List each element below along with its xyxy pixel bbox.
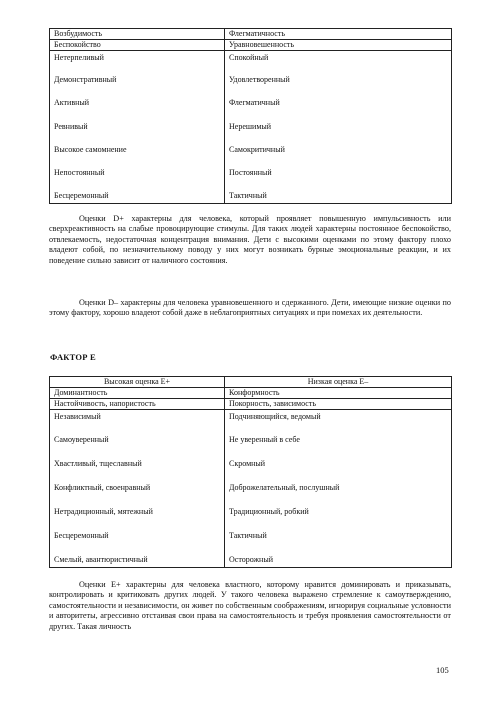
table-cell: Конформность: [225, 388, 452, 399]
table-cell: Уравновешенность: [225, 40, 452, 51]
list-item: Доброжелательный, послушный: [229, 483, 340, 492]
table-cell: Покорность, зависимость: [225, 399, 452, 410]
factor-d-table: [49, 28, 452, 204]
table-row: [50, 29, 452, 40]
table-row: [50, 40, 452, 51]
table-row: [50, 410, 452, 568]
table-cell: Доминантность: [50, 388, 225, 399]
list-item: Хвастливый, тщеславный: [54, 459, 142, 468]
list-item: Бесцеремонный: [54, 191, 109, 200]
table-row: [50, 388, 452, 399]
list-item: Конфликтный, своенравный: [54, 483, 151, 492]
factor-e-table: [49, 376, 452, 568]
list-item: Тактичный: [229, 531, 267, 540]
list-item: Тактичный: [229, 191, 267, 200]
list-item: Скромный: [229, 459, 266, 468]
list-item: Самоуверенный: [54, 435, 109, 444]
list-item: Непостоянный: [54, 168, 105, 177]
list-item: Нерешимый: [229, 122, 272, 131]
list-item: Постоянный: [229, 168, 272, 177]
list-item: Традиционный, робкий: [229, 507, 309, 516]
list-item: Удовлетворенный: [229, 75, 290, 84]
page-number: 105: [436, 665, 449, 675]
table-cell-traits-high: [50, 51, 225, 204]
table-cell-traits-low: [225, 410, 452, 568]
table-cell: Беспокойство: [50, 40, 225, 51]
list-item: Не уверенный в себе: [229, 435, 300, 444]
factor-e-heading: ФАКТОР Е: [50, 352, 96, 362]
list-item: Подчиняющийся, ведомый: [229, 412, 321, 421]
table-cell: Флегматичность: [225, 29, 452, 40]
table-cell: Возбудимость: [50, 29, 225, 40]
list-item: Самокритичный: [229, 145, 285, 154]
list-item: Демонстративный: [54, 75, 117, 84]
list-item: Спокойный: [229, 53, 269, 62]
table-row: [50, 399, 452, 410]
paragraph-d-low: Оценки D– характерны для человека уравновешенного и сдержанного. Дети, имеющие низкие оценки по этому фактору, хорошо владеют собой даже в неблагоприятных ситуациях и при помехах их деятельности.: [49, 298, 451, 318]
list-item: Осторожный: [229, 555, 273, 564]
table-cell: Настойчивость, напористость: [50, 399, 225, 410]
list-item: Активный: [54, 98, 90, 107]
table-row: [50, 51, 452, 204]
list-item: Бесцеремонный: [54, 531, 109, 540]
list-item: Нетерпеливый: [54, 53, 104, 62]
list-item: Независимый: [54, 412, 101, 421]
table-cell-traits-high: [50, 410, 225, 568]
list-item: Ревнивый: [54, 122, 88, 131]
list-item: Смелый, авантюристичный: [54, 555, 148, 564]
list-item: Нетрадиционный, мятежный: [54, 507, 153, 516]
table-header-row: [50, 377, 452, 388]
paragraph-e-high: Оценки Е+ характерны для человека властного, которому нравится доминировать и приказывать, контролировать и критиковать других людей. У такого человека выражено стремление к самоутверждению, самостоятельности и независимости, он живет по собственным соображениям, игнорируя социальные условности и авторитеты, агрессивно отстаивая свои права на самостоятельность и требуя проявления самостоятельности от других. Такая личность: [49, 580, 451, 631]
list-item: Флегматичный: [229, 98, 280, 107]
column-header-low: Низкая оценка Е–: [225, 377, 452, 388]
paragraph-d-high: Оценки D+ характерны для человека, который проявляет повышенную импульсивность или сверхреактивность на слабые провоцирующие стимулы. Для таких людей характерны постоянное беспокойство, отвлекаемость, недостаточная концентрация внимания. Дети с высокими оценками по этому фактору плохо владеют собой, по незначительному поводу у них могут возникать бурные эмоциональные реакции, и их поведение сильно зависит от наличного состояния.: [49, 214, 451, 265]
column-header-high: Высокая оценка Е+: [50, 377, 225, 388]
table-cell-traits-low: [225, 51, 452, 204]
list-item: Высокое самомнение: [54, 145, 127, 154]
